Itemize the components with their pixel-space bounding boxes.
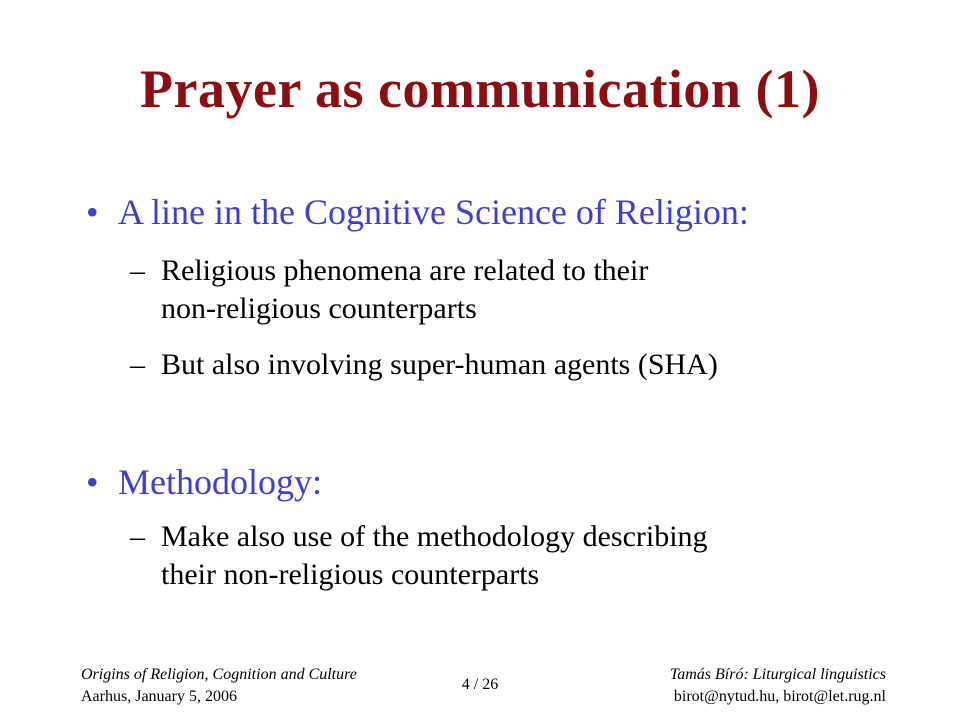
footer-author-email: birot@nytud.hu, birot@let.rug.nl <box>673 688 886 705</box>
dash-marker: – <box>130 520 145 553</box>
subitem-text <box>130 518 890 594</box>
subitem-super-human-agents <box>130 346 890 384</box>
footer-author-title: Tamás Bíró: Liturgical linguistics <box>669 666 886 683</box>
bullet-cognitive-science <box>86 190 749 234</box>
bullet-text: A line in the Cognitive Science of Religion: <box>118 192 749 232</box>
slide-title: Prayer as communication (1) <box>140 59 820 119</box>
dash-marker: – <box>130 348 145 381</box>
subitem-line: their non-religious counterparts <box>161 558 540 591</box>
subitem-line: non-religious counterparts <box>161 292 477 325</box>
subitem-line: Make also use of the methodology describing <box>161 520 708 553</box>
bullet-text: Methodology: <box>118 462 322 502</box>
bullet-marker: • <box>86 192 99 232</box>
subitem-line: Religious phenomena are related to their <box>161 254 649 287</box>
bullet-marker: • <box>86 462 99 502</box>
bullet-methodology <box>86 460 322 504</box>
subitem-methodology-describing <box>130 518 890 594</box>
subitem-text <box>130 252 890 328</box>
subitem-religious-phenomena <box>130 252 890 328</box>
footer-author-info <box>670 664 886 708</box>
footer-conference-name: Origins of Religion, Cognition and Culture <box>81 666 357 683</box>
page-number: 4 / 26 <box>461 676 499 693</box>
subitem-text <box>130 346 890 384</box>
dash-marker: – <box>130 254 145 287</box>
footer-conference-date: Aarhus, January 5, 2006 <box>81 688 237 705</box>
subitem-line: But also involving super-human agents (SHA) <box>161 348 718 381</box>
